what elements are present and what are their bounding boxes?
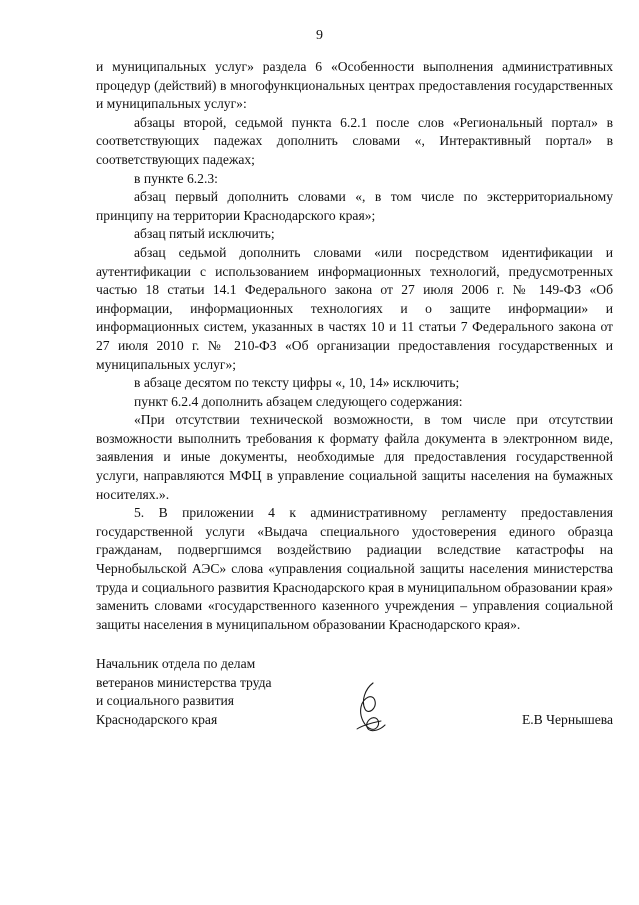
paragraph: пункт 6.2.4 дополнить абзацем следующего содержания: — [134, 393, 463, 409]
handwritten-signature — [351, 679, 391, 735]
signatory-name: Е.В Чернышева — [521, 711, 613, 727]
paragraph: и муниципальных услуг» раздела 6 «Особенности выполнения административных процедур (действий) в многофункциональных центрах предоставления государственных и муниципальных услуг»: — [96, 59, 613, 112]
document-body — [96, 58, 613, 634]
paragraph: абзац первый дополнить словами «, в том числе по экстерриториальному принципу на территории Краснодарского края»; — [96, 189, 613, 223]
paragraph: абзацы второй, седьмой пункта 6.2.1 после слов «Региональный портал» в соответствующих падежах дополнить словами «, Интерактивный портал» в соответствующих падежах; — [96, 114, 613, 167]
paragraph: абзац пятый исключить; — [134, 226, 275, 242]
paragraph: в абзаце десятом по тексту цифры «, 10, 14» исключить; — [134, 375, 460, 391]
paragraph: 5. В приложении 4 к административному регламенту предоставления государственной услуги «Выдача специального удостоверения единого образца гражданам, подвергшимся воздействию радиации вследствие катастрофы на Чернобыльской АЭС» слова «управления социальной защиты населения министерства труда и социального развития Краснодарского края в муниципальном образовании края» заменить словами «государственного казенного учреждения – управления социальной защиты населения в муниципальном образовании Краснодарского края». — [96, 505, 613, 632]
signatory-title-line: ветеранов министерства труда — [96, 674, 272, 690]
signatory-title-line: Начальник отдела по делам — [96, 656, 256, 671]
paragraph: «При отсутствии технической возможности, в том числе при отсутствии возможности выполнить требования к формату файла документа в электронном виде, заявления и иные документы, необходимые для предоставления государственной услуги, направляются МФЦ в управление социальной защиты населения на бумажных носителях.». — [96, 412, 613, 502]
page-number: 9 — [316, 28, 323, 43]
signature-block — [96, 655, 613, 729]
signatory-title-line: Краснодарского края — [96, 711, 218, 727]
paragraph: абзац седьмой дополнить словами «или посредством идентификации и аутентификации с использованием информационных технологий, предусмотренных частью 18 статьи 14.1 Федерального закона от 27 июля 2006 г. № 149-ФЗ «Об информации, информационных технологиях и о защите информации» и информационных систем, указанных в частях 10 и 11 статьи 7 Федерального закона от 27 июля 2010 г. № 210-ФЗ «Об организации предоставления государственных и муниципальных услуг»; — [96, 244, 613, 372]
paragraph: в пункте 6.2.3: — [134, 170, 218, 186]
signatory-title-line: и социального развития — [96, 693, 235, 709]
